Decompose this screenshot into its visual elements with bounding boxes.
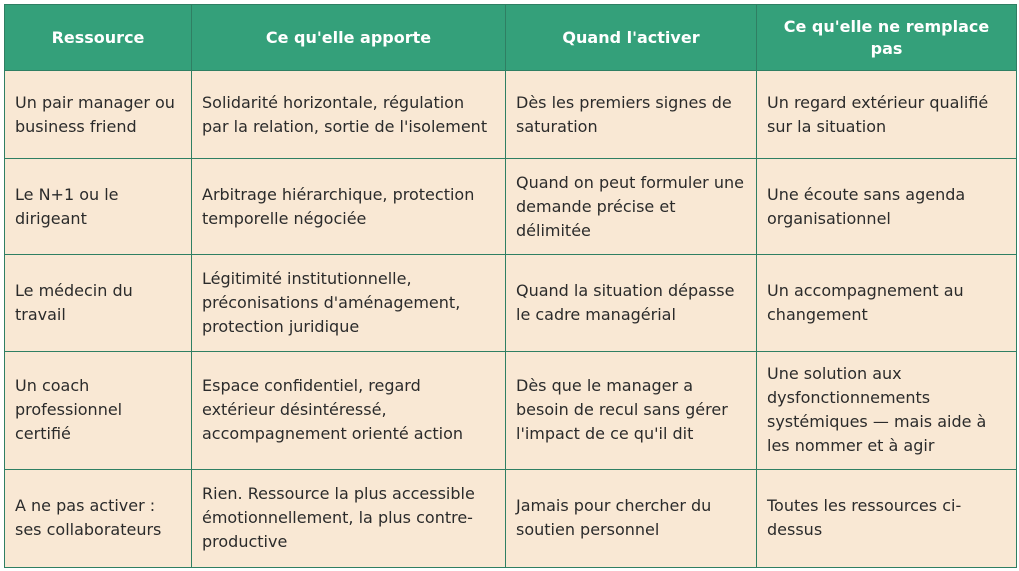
cell-ressource: Un coach professionnel certifié (5, 351, 192, 469)
cell-apport: Espace confidentiel, regard extérieur désintéressé, accompagnement orienté action (192, 351, 506, 469)
cell-activation: Dès que le manager a besoin de recul sans gérer l'impact de ce qu'il dit (506, 351, 757, 469)
cell-non-remplace: Une écoute sans agenda organisationnel (757, 159, 1017, 255)
header-activation: Quand l'activer (506, 5, 757, 71)
cell-apport: Solidarité horizontale, régulation par la relation, sortie de l'isolement (192, 71, 506, 159)
header-ressource: Ressource (5, 5, 192, 71)
table-row (5, 71, 1017, 159)
cell-activation: Jamais pour chercher du soutien personnel (506, 469, 757, 567)
table-row (5, 159, 1017, 255)
cell-ressource: Un pair manager ou business friend (5, 71, 192, 159)
table-row (5, 351, 1017, 469)
header-apport: Ce qu'elle apporte (192, 5, 506, 71)
cell-activation: Dès les premiers signes de saturation (506, 71, 757, 159)
header-non-remplace: Ce qu'elle ne remplace pas (757, 5, 1017, 71)
table-row (5, 469, 1017, 567)
cell-apport: Légitimité institutionnelle, préconisations d'aménagement, protection juridique (192, 255, 506, 351)
cell-ressource: A ne pas activer : ses collaborateurs (5, 469, 192, 567)
cell-apport: Arbitrage hiérarchique, protection temporelle négociée (192, 159, 506, 255)
table-row (5, 255, 1017, 351)
table-header-row (5, 5, 1017, 71)
resources-table-container (4, 4, 1016, 568)
cell-non-remplace: Un regard extérieur qualifié sur la situation (757, 71, 1017, 159)
cell-non-remplace: Un accompagnement au changement (757, 255, 1017, 351)
cell-activation: Quand la situation dépasse le cadre managérial (506, 255, 757, 351)
cell-non-remplace: Toutes les ressources ci-dessus (757, 469, 1017, 567)
cell-ressource: Le médecin du travail (5, 255, 192, 351)
cell-non-remplace: Une solution aux dysfonctionnements systémiques — mais aide à les nommer et à agir (757, 351, 1017, 469)
resources-table (4, 4, 1017, 568)
cell-ressource: Le N+1 ou le dirigeant (5, 159, 192, 255)
cell-activation: Quand on peut formuler une demande précise et délimitée (506, 159, 757, 255)
cell-apport: Rien. Ressource la plus accessible émotionnellement, la plus contre-productive (192, 469, 506, 567)
